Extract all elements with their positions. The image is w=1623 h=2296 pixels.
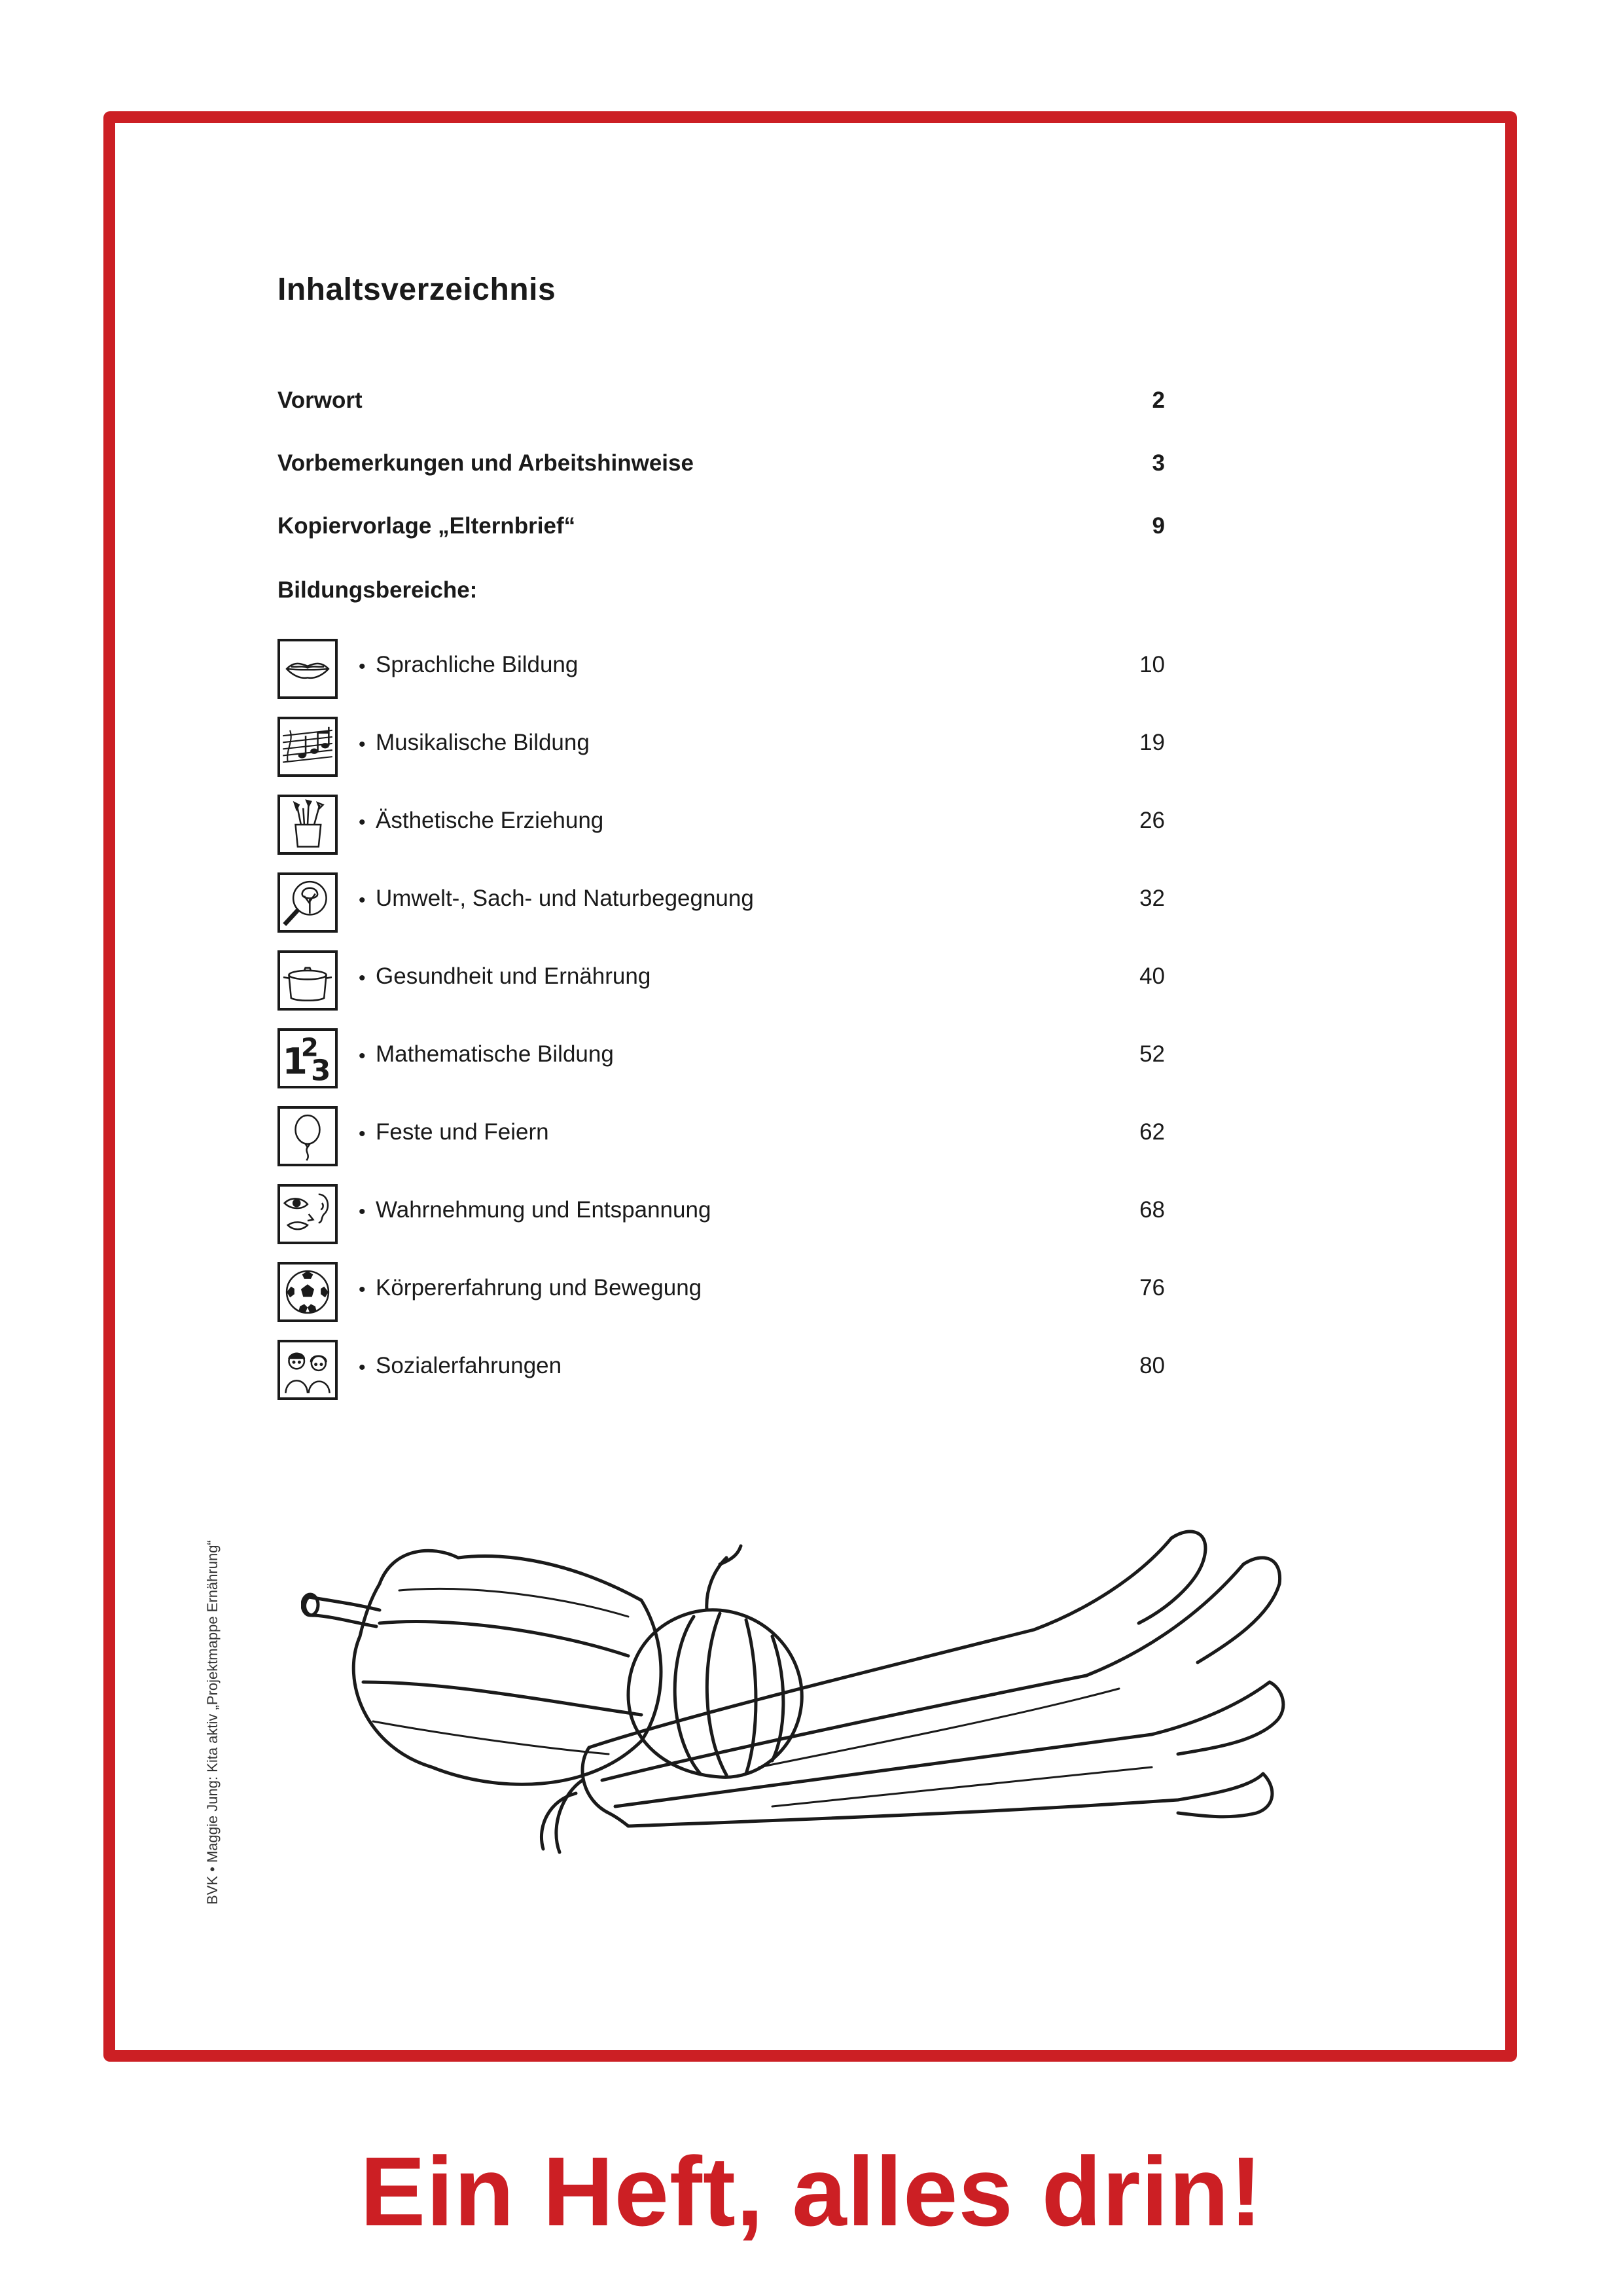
area-label: Mathematische Bildung: [376, 1041, 614, 1067]
children-icon: [277, 1340, 338, 1400]
area-label: Feste und Feiern: [376, 1119, 549, 1145]
toc-area-feste-feiern: [277, 1106, 1165, 1169]
area-page: 68: [1139, 1197, 1165, 1223]
area-label: Gesundheit und Ernährung: [376, 963, 651, 989]
area-label: Wahrnehmung und Entspannung: [376, 1197, 711, 1223]
area-page: 19: [1139, 730, 1165, 755]
lips-icon: [277, 639, 338, 699]
area-page: 40: [1139, 963, 1165, 989]
bullet: •: [359, 656, 366, 677]
football-icon: [277, 1262, 338, 1322]
area-label: Umwelt-, Sach- und Naturbegegnung: [376, 886, 754, 911]
toc-title: Inhaltsverzeichnis: [277, 272, 556, 307]
side-credit: BVK • Maggie Jung: Kita aktiv „Projektmappe Ernährung“: [204, 1540, 221, 1905]
leeks-drawing: [541, 1532, 1283, 1852]
bullet: •: [359, 734, 366, 755]
bell-pepper-drawing: [302, 1551, 661, 1784]
vegetables-illustration: [301, 1486, 1309, 1865]
bullet: •: [359, 889, 366, 911]
music-notes-icon: [277, 717, 338, 777]
bullet: •: [359, 967, 366, 989]
toc-area-umwelt-sach-naturbegegnung: [277, 872, 1165, 935]
toc-entry-page: 9: [1152, 513, 1165, 539]
toc-area-sprachliche-bildung: [277, 639, 1165, 702]
senses-face-icon: [277, 1184, 338, 1244]
brush-cup-icon: [277, 795, 338, 855]
toc-entry-label: Kopiervorlage „Elternbrief“: [277, 513, 576, 539]
toc-entry-label: Vorwort: [277, 387, 363, 413]
magnifier-tree-icon: [277, 872, 338, 933]
toc-entry-vorwort: [277, 387, 1165, 427]
bullet: •: [359, 1045, 366, 1067]
area-label: Körpererfahrung und Bewegung: [376, 1275, 702, 1300]
balloon-icon: [277, 1106, 338, 1166]
toc-entry-vorbemerkungen: [277, 450, 1165, 490]
toc-area-wahrnehmung-entspannung: [277, 1184, 1165, 1247]
area-page: 26: [1139, 808, 1165, 833]
digit-three: 3: [311, 1054, 331, 1086]
toc-area-musikalische-bildung: [277, 717, 1165, 780]
toc-area-aesthetische-erziehung: [277, 795, 1165, 857]
area-page: 62: [1139, 1119, 1165, 1145]
area-label: Ästhetische Erziehung: [376, 808, 604, 833]
area-page: 52: [1139, 1041, 1165, 1067]
toc-entry-label: Vorbemerkungen und Arbeitshinweise: [277, 450, 694, 476]
toc-area-sozialerfahrungen: [277, 1340, 1165, 1403]
onion-drawing: [628, 1546, 802, 1777]
area-page: 32: [1139, 886, 1165, 911]
area-page: 80: [1139, 1353, 1165, 1378]
digit-two: 2: [300, 1033, 319, 1063]
cooking-pot-icon: [277, 950, 338, 1011]
toc-area-mathematische-bildung: [277, 1028, 1165, 1091]
bullet: •: [359, 1123, 366, 1145]
area-page: 10: [1139, 652, 1165, 677]
area-label: Sozialerfahrungen: [376, 1353, 562, 1378]
toc-entry-page: 3: [1152, 450, 1165, 476]
area-page: 76: [1139, 1275, 1165, 1300]
digit-one: 1: [282, 1041, 308, 1083]
toc-area-koerpererfahrung-bewegung: [277, 1262, 1165, 1325]
bullet: •: [359, 812, 366, 833]
area-label: Sprachliche Bildung: [376, 652, 579, 677]
area-label: Musikalische Bildung: [376, 730, 590, 755]
toc-area-gesundheit-ernaehrung: [277, 950, 1165, 1013]
toc-entry-elternbrief: [277, 513, 1165, 552]
bullet: •: [359, 1201, 366, 1223]
slogan: Ein Heft, alles drin!: [360, 2136, 1263, 2246]
toc-entry-page: 2: [1152, 387, 1165, 413]
bullet: •: [359, 1279, 366, 1300]
section-label-bildungsbereiche: Bildungsbereiche:: [277, 577, 478, 603]
numbers-123-icon: [277, 1028, 338, 1088]
bullet: •: [359, 1357, 366, 1378]
